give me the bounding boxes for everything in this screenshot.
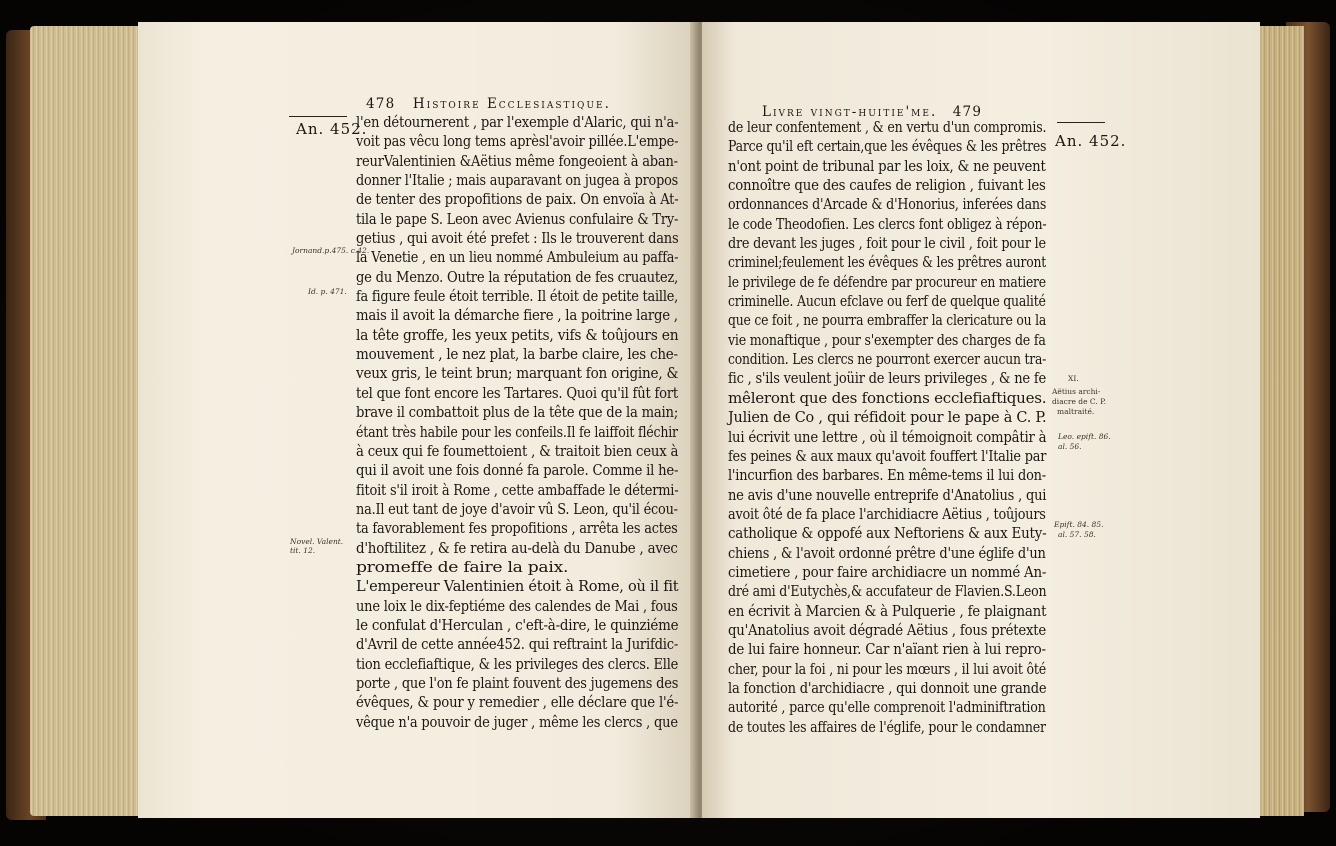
margin-note: XI.: [1068, 374, 1079, 383]
text-line: lui écrivit une lettre , où il témoignoit compâtir à: [728, 427, 1047, 446]
text-line: na.Il eut tant de joye d'avoir vû S. Leon, qu'il écou-: [356, 499, 678, 518]
text-line: tila le pape S. Leon avec Avienus confulaire & Try-: [356, 209, 679, 228]
text-line: le privilege de fe défendre par procureur en matiere: [728, 272, 1046, 291]
left-body-text: [356, 113, 678, 732]
text-line: tel que font encore les Tartares. Quoi qu'il fût fort: [356, 383, 678, 402]
page-edges-left: [30, 26, 142, 816]
text-line: la fonction d'archidiacre , qui donnoit une grande: [728, 678, 1047, 697]
text-line: reurValentinien &Aëtius même fongeoient à aban-: [356, 151, 678, 170]
text-line: de leur confentement , & en vertu d'un compromis.: [728, 118, 1047, 136]
margin-note: al. 57. 58.: [1058, 530, 1096, 539]
year-label: An. 452.: [1055, 132, 1127, 150]
text-line: brave il combattoit plus de la tête que de la main;: [356, 403, 679, 422]
text-line: d'hoftilitez , & fe retira au-delà du Danube , avec: [356, 538, 678, 557]
text-line: fic , s'ils veulent joüir de leurs privileges , & ne fe: [728, 369, 1046, 388]
margin-note-text: Jornand.p.475. c.42.: [292, 246, 370, 255]
text-line: mouvement , le nez plat, la barbe claire, les che-: [356, 345, 678, 364]
margin-note: al. 56.: [1058, 442, 1082, 451]
text-line: Parce qu'il eft certain,que les évêques & les prêtres: [728, 137, 1047, 156]
text-line: ge du Menzo. Outre la réputation de fes cruautez,: [356, 267, 679, 286]
text-line: fa figure feule étoit terrible. Il étoit de petite taille,: [356, 287, 679, 306]
running-head: [366, 96, 611, 112]
text-line: évêques, & pour y remedier , elle déclare que l'é-: [356, 693, 679, 712]
text-line: cimetiere , pour faire archidiacre un nommé An-: [728, 562, 1047, 581]
text-line: donner l'Italie ; mais auparavant on jugea à propos: [356, 171, 678, 190]
text-line: d'Avril de cette année452. qui reftraint la Jurifdic-: [356, 635, 679, 654]
text-line: condition. Les clercs ne pourront exercer aucun tra-: [728, 350, 1047, 369]
text-line: qu'Anatolius avoit dégradé Aëtius , fous prétexte: [728, 620, 1047, 639]
text-line: de toutes les affaires de l'églife, pour le condamner: [728, 717, 1046, 736]
text-line: vie monaftique , pour s'exempter des charges de fa: [728, 330, 1046, 349]
text-line: dre devant les juges , foit pour le civil , foit pour le: [728, 234, 1046, 253]
text-line: tion ecclefiaftique, & les privileges des clercs. Elle: [356, 654, 679, 673]
text-line: chiens , & l'avoit ordonné prêtre d'une églife d'un: [728, 543, 1046, 562]
text-line: criminel;feulement les évêques & les prêtres auront: [728, 253, 1047, 272]
page-edges-right: [1256, 26, 1304, 816]
running-head-title: Livre vingt-huitie'me.: [762, 104, 938, 120]
margin-note: Id. p. 471.: [308, 287, 347, 296]
margin-note: maltraité.: [1057, 407, 1095, 416]
text-line: getius , qui avoit été prefet : Ils le trouverent dans: [356, 229, 679, 248]
text-line: vêque n'a pouvoir de juger , même les clercs , que: [356, 712, 678, 731]
year-rule: [289, 116, 347, 117]
text-line: voit pas vêcu long tems aprèsl'avoir pillée.L'empe-: [356, 132, 679, 151]
text-line: veux gris, le teint brun; marquant fon origine, &: [356, 364, 679, 383]
text-line: de tenter des propofitions de paix. On envoïa à At-: [356, 190, 679, 209]
text-line: ordonnances d'Arcade & d'Honorius, inferées dans: [728, 195, 1047, 214]
text-line: le code Theodofien. Les clercs font obligez à répon-: [728, 214, 1047, 233]
text-line: le confulat d'Herculan , c'eft-à-dire, le quinziéme: [356, 615, 679, 634]
text-line: ne avis d'une nouvelle entreprife d'Anatolius , qui: [728, 485, 1047, 504]
text-line: promeffe de faire la paix.: [356, 557, 569, 576]
text-line: la tête groffe, les yeux petits, vifs & toûjours en: [356, 325, 679, 344]
text-line: L'empereur Valentinien étoit à Rome, où il fit: [356, 577, 679, 596]
text-line: étant très habile pour les confeils.Il fe laiffoit fléchir: [356, 422, 678, 441]
margin-note: Epift. 84. 85.: [1054, 520, 1104, 529]
text-line: avoit ôté de fa place l'archidiacre Aëtius , toûjours: [728, 504, 1046, 523]
text-line: connoître que des caufes de religion , fuivant les: [728, 176, 1046, 195]
text-line: autorité , parce qu'elle comprenoit l'adminiftration: [728, 698, 1046, 717]
text-line: criminelle. Aucun efclave ou ferf de quelque qualité: [728, 292, 1046, 311]
text-line: de lui faire honneur. Car n'aïant rien à lui repro-: [728, 640, 1046, 659]
year-label: An. 452.: [296, 120, 368, 138]
text-line: l'en détournerent , par l'exemple d'Alaric, qui n'a-: [356, 113, 679, 131]
text-line: porte , que l'on fe plaint fouvent des jugemens des: [356, 673, 679, 692]
text-line: ta favorablement fes propofitions , arrêta les actes: [356, 519, 678, 538]
right-body-text: [728, 118, 1046, 737]
text-line: qui il avoit une fois donné fa parole. Comme il he-: [356, 461, 679, 480]
text-line: fes peines & aux maux qu'avoit fouffert l'Italie par: [728, 446, 1047, 465]
text-line: fitoit s'il iroit à Rome , cette ambaffade le détermi-: [356, 480, 679, 499]
running-head-title: Histoire Ecclesiastique.: [412, 96, 611, 112]
text-line: Julien de Co , qui réfidoit pour le pape à C. P.: [728, 408, 1047, 427]
margin-note: Novel. Valent. tit. 12.: [290, 537, 344, 555]
text-line: en écrivit à Marcien & à Pulquerie , fe plaignant: [728, 601, 1047, 620]
text-line: l'incurfion des barbares. En même-tems il lui don-: [728, 466, 1046, 485]
text-line: cher, pour la foi , ni pour les mœurs , il lui avoit ôté: [728, 659, 1047, 678]
text-line: la Venetie , en un lieu nommé Ambuleium au paffa-: [356, 248, 679, 267]
page-number: 478: [366, 96, 396, 112]
margin-note: Leo. epift. 86.: [1058, 432, 1111, 441]
margin-note: diacre de C. P.: [1052, 397, 1107, 406]
text-line: mais il avoit la démarche fiere , la poitrine large ,: [356, 306, 678, 325]
year-rule: [1057, 122, 1105, 123]
text-line: dré ami d'Eutychès,& accufateur de Flavien.S.Leon: [728, 582, 1047, 601]
text-line: une loix le dix-feptiéme des calendes de Mai , fous: [356, 596, 678, 615]
text-line: que ce foit , ne pourra embraffer la clericature ou la: [728, 311, 1047, 330]
margin-note: Aëtius archi-: [1052, 387, 1101, 396]
text-line: n'ont point de tribunal par les loix, & ne peuvent: [728, 156, 1046, 175]
text-line: mêleront que des fonctions ecclefiaftiques.: [728, 388, 1047, 407]
text-line: catholique & oppofé aux Neftoriens & aux Euty-: [728, 524, 1047, 543]
page-number: 479: [952, 104, 983, 120]
text-line: à ceux qui fe foumettoient , & traitoit bien ceux à: [356, 441, 679, 460]
